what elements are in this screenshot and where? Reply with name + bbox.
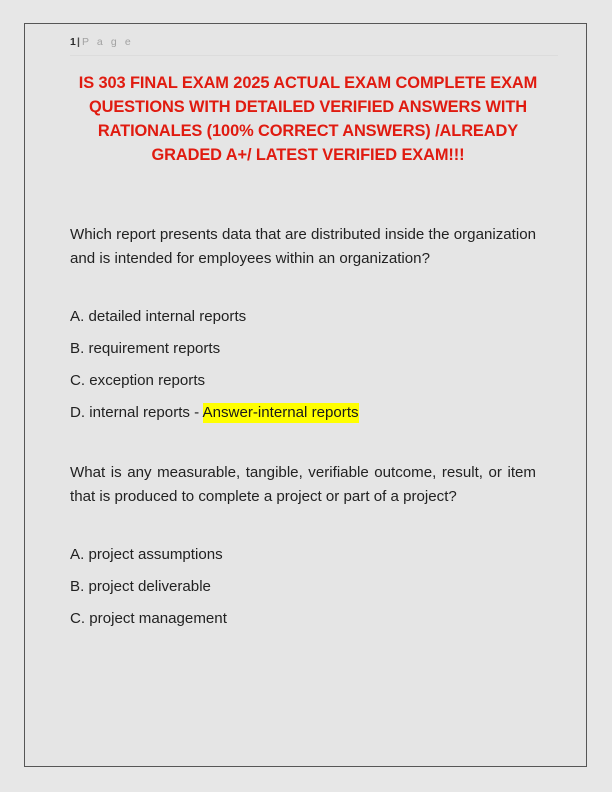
spacer [70,509,560,539]
document-body [70,223,560,635]
header-divider [70,55,558,56]
option-item[interactable] [70,301,560,333]
option-label: B. project deliverable [70,578,211,595]
page-header-separator: | [77,36,80,48]
option-item[interactable] [70,539,560,571]
question-block [70,223,560,429]
page-header-label: P a g e [82,36,134,48]
page-header [70,35,542,49]
question-block [70,461,560,635]
spacer [70,271,560,301]
page-sheet [24,23,587,767]
question-prompt: What is any measurable, tangible, verifiable outcome, result, or item that is produced to complete a project or part of a project? [70,464,536,505]
option-label: D. internal reports - [70,404,203,421]
spacer [70,429,560,461]
page-number: 1 [70,36,77,48]
question-prompt: Which report presents data that are distributed inside the organization and is intended for employees within an organization? [70,226,536,267]
option-label: A. detailed internal reports [70,308,247,325]
exam-title: IS 303 FINAL EXAM 2025 ACTUAL EXAM COMPLETE EXAM QUESTIONS WITH DETAILED VERIFIED ANSWERS WITH RATIONALES (100% CORRECT ANSWERS) /ALREADY GRADED A+/ LATEST VERIFIED EXAM!!! [78,74,538,164]
option-item[interactable] [70,365,560,397]
option-item[interactable] [70,333,560,365]
highlighted-answer: Answer-internal reports [202,404,359,421]
option-item[interactable] [70,571,560,603]
page-header-line [70,35,542,49]
option-item[interactable] [70,603,560,635]
options-list [70,301,560,429]
option-item[interactable] [70,397,560,429]
option-label: B. requirement reports [70,340,221,357]
options-list [70,539,560,635]
option-label: C. exception reports [70,372,206,389]
option-label: C. project management [70,610,227,627]
option-label: A. project assumptions [70,546,223,563]
